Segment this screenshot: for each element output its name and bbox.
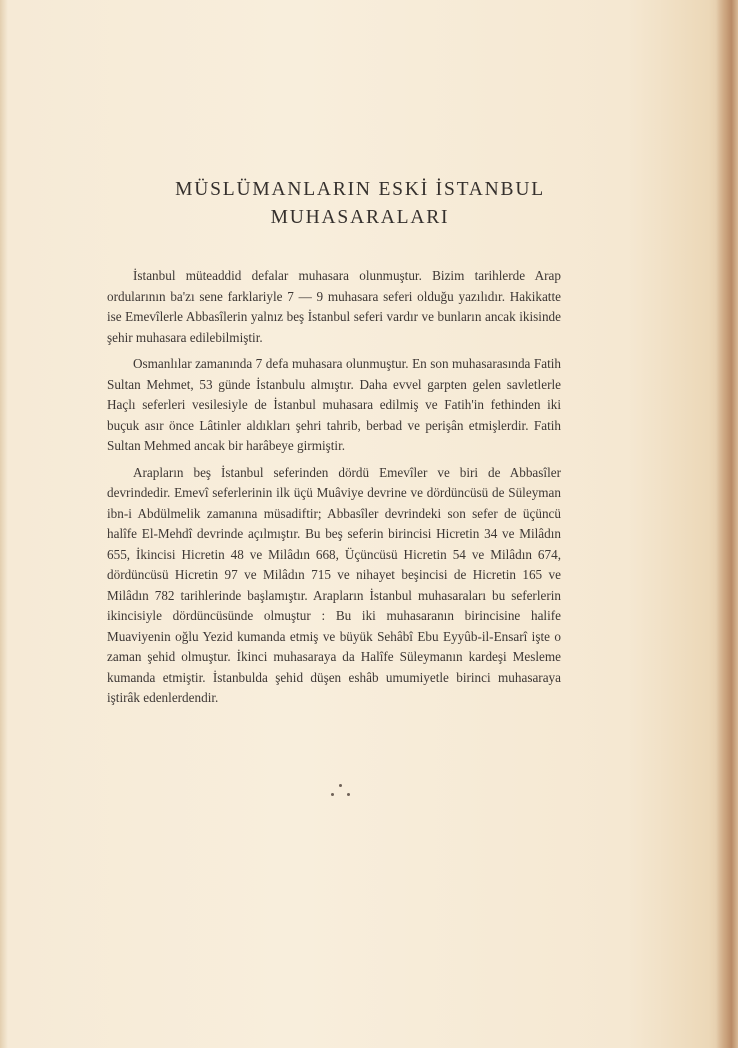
asterism-icon xyxy=(326,782,356,804)
paragraph-3: Arapların beş İstanbul seferinden dördü Emevîler ve biri de Abbasîler devrindedir. Emevî seferlerinin ilk üçü Muâviye devrine ve dördüncüsü de Süleyman ibn-i Abdülmelik zamanına müsadiftir; Abbasîler devrindeki son sefer de üçüncü halîfe El-Mehdî devrinde açılmıştır. Bu beş seferin birincisi Hicretin 34 ve Milâdın 655, İkincisi Hicretin 48 ve Milâdın 668, Üçüncüsü Hicretin 54 ve Milâdın 674, dördüncüsü Hicretin 97 ve Milâdın 715 ve nihayet beşincisi de Hicretin 165 ve Milâdın 782 tarihlerinde başlamıştır. Arapların İstanbul muhasaraları bu seferlerin ikincisiyle dördüncüsünde olmuştur : Bu iki muhasaranın birincisine halife Muaviyenin oğlu Yezid kumanda etmiş ve büyük Sehâbî Ebu Eyyûb-il-Ensarî işte o zaman şehid olmuştur. İkinci muhasaraya da Halîfe Süleymanın kardeşi Mesleme kumanda etmiştir. İstanbulda şehid düşen eshâb umumiyetle birinci muhasaraya iştirâk edenlerdendir. xyxy=(107,464,561,705)
page-edge xyxy=(716,0,738,1048)
title-line-2: MUHASARALARI xyxy=(270,207,450,228)
page-title xyxy=(110,176,610,232)
title-line-1: MÜSLÜMANLARIN ESKİ İSTANBUL xyxy=(175,179,545,200)
article-body xyxy=(107,266,561,715)
paragraph-1: İstanbul müteaddid defalar muhasara olunmuştur. Bizim tarihlerde Arap ordularının ba'zı sene farklariyle 7 — 9 muhasara seferi olduğu yazılıdır. Hakikatte ise Emevîlerle Abbasîlerin yalnız beş İstanbul seferi vardır ve bunların ancak ikisinde şehir muhasara edilebilmiştir. xyxy=(107,268,561,345)
paragraph-2: Osmanlılar zamanında 7 defa muhasara olunmuştur. En son muhasarasında Fatih Sultan Mehmet, 53 günde İstanbulu almıştır. Daha evvel garpten gelen savletlerle Haçlı seferleri vesilesiyle de İstanbul muhasara edilmiş ve Fatih'in fethinden iki buçuk asır önce Lâtinler aldıkları şehri tahrib, berbad ve perişân etmişlerdir. Fatih Sultan Mehmed ancak bir harâbeye girmiştir. xyxy=(107,356,561,453)
